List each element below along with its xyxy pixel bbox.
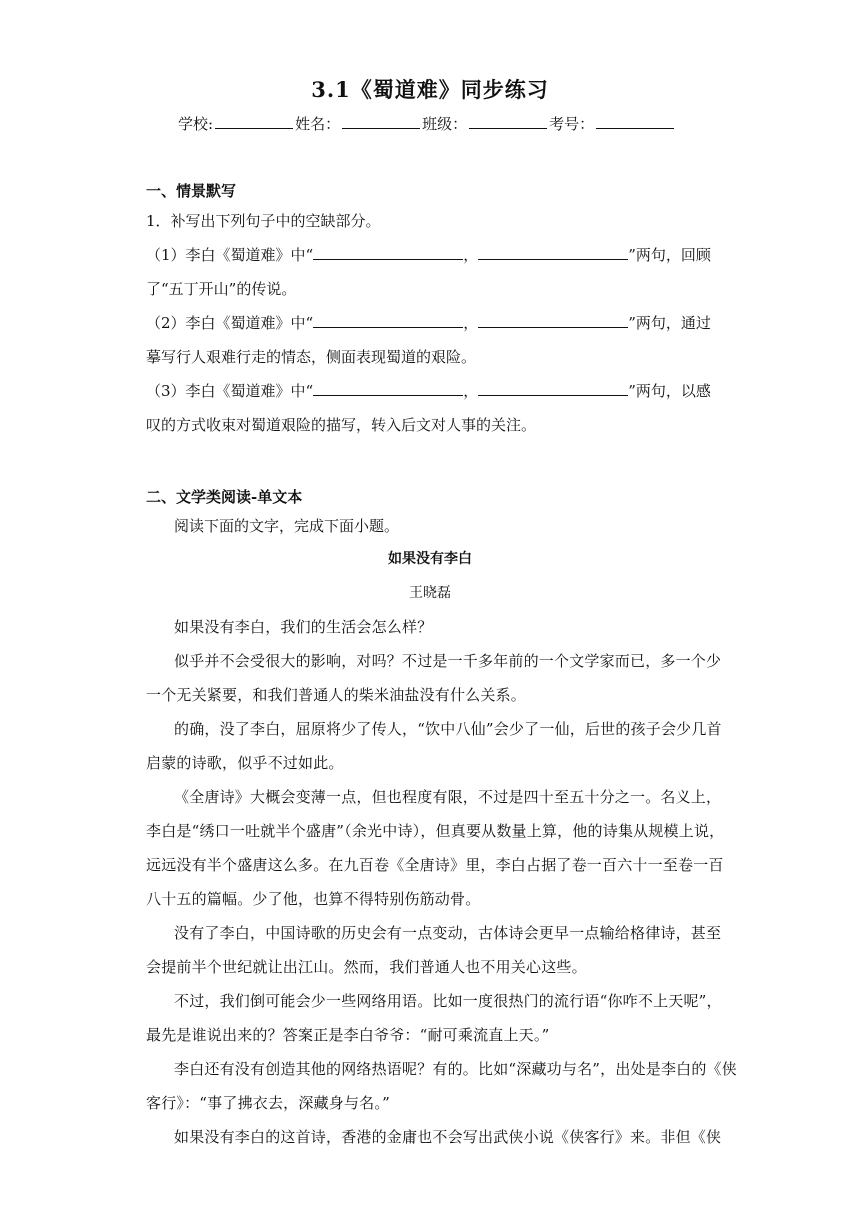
answer-blank[interactable]: [313, 380, 463, 396]
article-line: 如果没有李白的这首诗，香港的金庸也不会写出武侠小说《侠客行》来。非但《侠: [174, 1128, 722, 1146]
student-info-line: [178, 113, 676, 134]
article-line: 李白还有没有创造其他的网络热语呢？有的。比如“深藏功与名”，出处是李白的《侠: [174, 1060, 737, 1078]
article-line: 八十五的篇幅。少了他，也算不得特别伤筋动骨。: [146, 890, 481, 908]
article-line: 会提前半个世纪就让出江山。然而，我们普通人也不用关心这些。: [146, 958, 587, 976]
article-line: 的确，没了李白，屈原将少了传人，“饮中八仙”会少了一仙，后世的孩子会少几首: [174, 720, 722, 738]
page-title: 3.1《蜀道难》同步练习: [311, 77, 549, 102]
answer-blank[interactable]: [478, 244, 628, 260]
name-label: 姓名：: [295, 115, 341, 133]
question-item-1-cont: 了“五丁开山”的传说。: [146, 280, 297, 298]
question-item-2-cont: 摹写行人艰难行走的情态，侧面表现蜀道的艰险。: [146, 348, 477, 366]
question-item-2: （2）李白《蜀道难》中“ ， ”两句，通过: [146, 314, 711, 332]
article-line: 如果没有李白，我们的生活会怎么样？: [174, 618, 433, 636]
class-label: 班级：: [422, 115, 468, 133]
article-line: 启蒙的诗歌，似乎不过如此。: [146, 754, 344, 772]
article-line: 不过，我们倒可能会少一些网络用语。比如一度很热门的流行语“你咋不上天呢”，: [174, 992, 722, 1010]
answer-blank[interactable]: [313, 312, 463, 328]
reading-instruction: 阅读下面的文字，完成下面小题。: [174, 517, 400, 535]
article-line: 没有了李白，中国诗歌的历史会有一点变动，古体诗会更早一点输给格律诗，甚至: [174, 924, 722, 942]
article-line: 远远没有半个盛唐这么多。在九百卷《全唐诗》里，李白占据了卷一百六十一至卷一百: [146, 856, 724, 874]
exam-number-field[interactable]: [596, 113, 674, 129]
name-field[interactable]: [342, 113, 420, 129]
article-line: 客行》：“事了拂衣去，深藏身与名。”: [146, 1094, 390, 1112]
question-intro: 1．补写出下列句子中的空缺部分。: [146, 212, 381, 230]
question-item-3: （3）李白《蜀道难》中“ ， ”两句，以感: [146, 382, 711, 400]
class-field[interactable]: [469, 113, 547, 129]
article-line: 《全唐诗》大概会变薄一点，但也程度有限，不过是四十至五十分之一。名义上，: [174, 788, 722, 806]
article-line: 一个无关紧要，和我们普通人的柴米油盐没有什么关系。: [146, 686, 527, 704]
article-line: 最先是谁说出来的？答案正是李白爷爷：“耐可乘流直上天。”: [146, 1026, 550, 1044]
section-heading-2: 二、文学类阅读-单文本: [146, 488, 303, 506]
answer-blank[interactable]: [313, 244, 463, 260]
school-field[interactable]: [215, 113, 293, 129]
school-label: 学校:: [178, 115, 214, 133]
question-item-1: （1）李白《蜀道难》中“ ， ”两句，回顾: [146, 246, 711, 264]
article-title: 如果没有李白: [388, 551, 472, 567]
article-line: 似乎并不会受很大的影响，对吗？不过是一千多年前的一个文学家而已，多一个少: [174, 652, 722, 670]
section-heading-1: 一、情景默写: [146, 182, 237, 200]
exam-number-label: 考号：: [549, 115, 595, 133]
answer-blank[interactable]: [478, 380, 628, 396]
answer-blank[interactable]: [478, 312, 628, 328]
question-item-3-cont: 叹的方式收束对蜀道艰险的描写，转入后文对人事的关注。: [146, 416, 537, 434]
article-line: 李白是“绣口一吐就半个盛唐”（余光中诗），但真要从数量上算，他的诗集从规模上说，: [146, 822, 725, 840]
article-author: 王晓磊: [409, 585, 451, 601]
